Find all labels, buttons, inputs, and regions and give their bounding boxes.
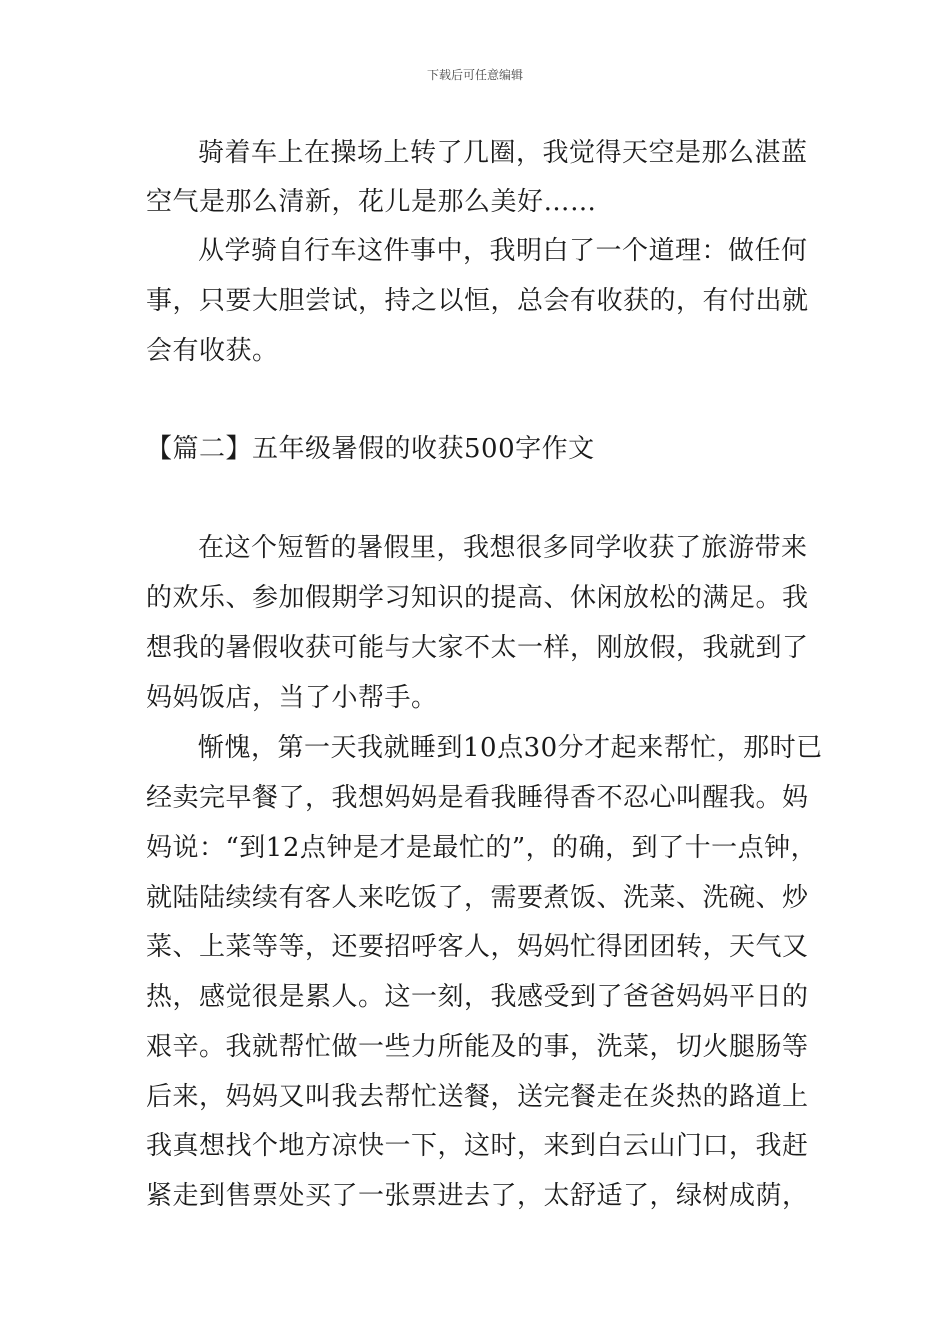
paragraph-line: 骑着车上在操场上转了几圈，我觉得天空是那么湛蓝 (198, 138, 808, 168)
paragraph-line: 妈妈饭店，当了小帮手。 (146, 683, 438, 713)
paragraph-line: 后来，妈妈又叫我去帮忙送餐，送完餐走在炎热的路道上 (146, 1082, 809, 1112)
paragraph-line: 从学骑自行车这件事中，我明白了一个道理：做任何 (198, 236, 808, 266)
paragraph-line: 的欢乐、参加假期学习知识的提高、休闲放松的满足。我 (146, 583, 809, 613)
paragraph-line: 在这个短暂的暑假里，我想很多同学收获了旅游带来 (198, 533, 808, 563)
paragraph-line: 事，只要大胆尝试，持之以恒，总会有收获的，有付出就 (146, 286, 809, 316)
paragraph-line: 妈说：“到12点钟是才是最忙的”，的确，到了十一点钟， (146, 833, 818, 863)
paragraph-line: 惭愧，第一天我就睡到10点30分才起来帮忙，那时已 (198, 733, 823, 763)
section-heading: 【篇二】五年级暑假的收获500字作文 (146, 434, 595, 464)
paragraph-line: 会有收获。 (146, 336, 279, 366)
paragraph-line: 艰辛。我就帮忙做一些力所能及的事，洗菜，切火腿肠等 (146, 1032, 809, 1062)
paragraph-line: 紧走到售票处买了一张票进去了，太舒适了，绿树成荫， (146, 1181, 809, 1211)
page-header: 下载后可任意编辑 (426, 68, 523, 82)
paragraph-line: 就陆陆续续有客人来吃饭了，需要煮饭、洗菜、洗碗、炒 (146, 883, 809, 913)
paragraph-line: 我真想找个地方凉快一下，这时，来到白云山门口，我赶 (146, 1131, 809, 1161)
paragraph-line: 想我的暑假收获可能与大家不太一样，刚放假，我就到了 (146, 633, 809, 663)
paragraph-line: 菜、上菜等等，还要招呼客人，妈妈忙得团团转，天气又 (146, 932, 809, 962)
paragraph-line: 空气是那么清新，花儿是那么美好…… (146, 187, 597, 217)
paragraph-line: 热，感觉很是累人。这一刻，我感受到了爸爸妈妈平日的 (146, 982, 809, 1012)
paragraph-line: 经卖完早餐了，我想妈妈是看我睡得香不忍心叫醒我。妈 (146, 783, 809, 813)
